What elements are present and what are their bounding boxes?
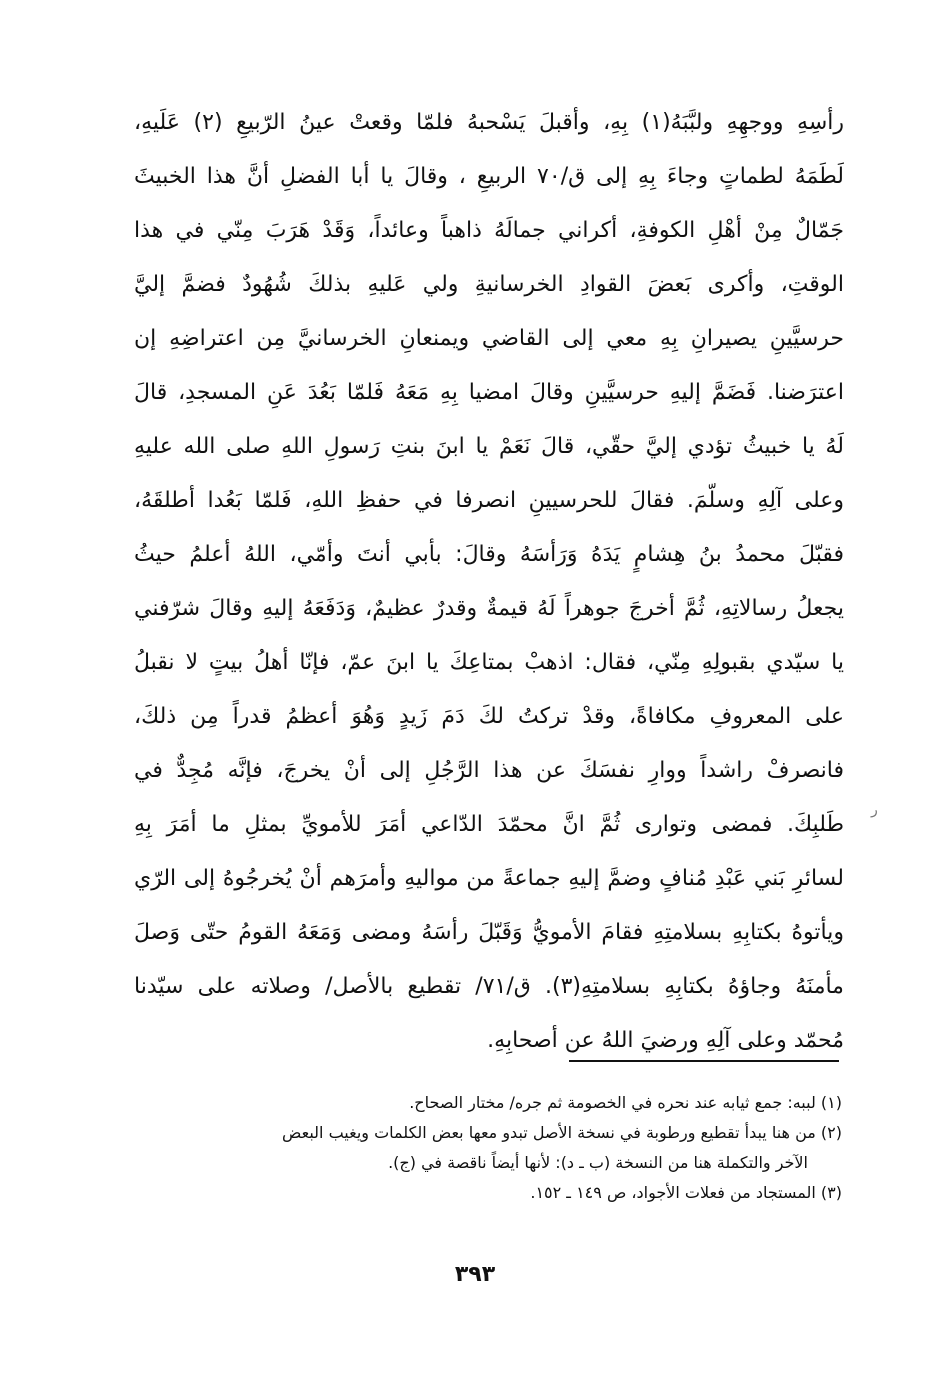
text-line-last: مُحمّد وعلى آلِهِ ورضيَ اللهُ عن أصحابِهِ. — [487, 1028, 844, 1053]
text-line: طَلبِكَ. فمضى وتوارى ثُمَّ انَّ محمّدَ الدّاعي أمَرَ للأمويِّ بمثلِ ما أمَرَ بِهِ — [134, 812, 844, 837]
text-line: حرسيَّينِ يصيرانِ بِهِ معي إلى القاضي ويمنعانِ الخرسانيَّ مِن اعتراضِهِ إن — [134, 326, 844, 351]
footnote-1: (١) لببه: جمع ثيابه عند نحره في الخصومة ثم جره/ مختار الصحاح. — [409, 1093, 842, 1112]
text-line: على المعروفِ مكافاةً، وقدْ تركتُ لكَ دَمَ زَيدٍ وَهُوَ أعظمُ قدراً مِن ذلكَ، — [134, 704, 844, 729]
main-text-block — [134, 96, 844, 1068]
text-line: الوقتِ، وأكرى بَعضَ القوادِ الخرسانيةِ ولي عَليهِ بذلكَ شُهُودٌ فضمَّ إليَّ — [134, 272, 844, 297]
margin-mark: ر — [871, 802, 878, 818]
text-line: لَطَمَهُ لطماتٍ وجاءَ بِهِ إلى ق/٧٠ الربيعِ ، وقالَ يا أبا الفضلِ أنَّ هذا الخبيثَ — [134, 164, 844, 189]
footnotes-block — [134, 1088, 842, 1208]
text-line: فانصرفْ راشداً ووارِ نفسَكَ عن هذا الرَّجُلِ إلى أنْ يخرجَ، فإنَّه مُجِدٌّ في — [134, 758, 844, 783]
footnote-separator-rule — [569, 1060, 839, 1062]
text-line: وعلى آلِهِ وسلّمَ. فقالَ للحرسيينِ انصرفا في حفظِ اللهِ، فَلمّا بَعُدا أطلقَهُ، — [134, 488, 844, 513]
text-line: لسائرِ بَني عَبْدِ مُنافٍ وضمَّ إليهِ جماعةً من مواليهِ وأمرَهم أنْ يُخرجُوهُ إلى الرّي — [134, 866, 844, 891]
text-line: ويأتوهُ بكتابِهِ بسلامتِهِ فقامَ الأمويُّ وَقَبّلَ رأسَهُ ومضى وَمَعَهُ القومُ حتّى وَصلَ — [134, 920, 844, 945]
text-line: جَمّالٌ مِنْ أهْلِ الكوفةِ، أكراني جمالَهُ ذاهباً وعائداً، وَقَدْ هَرَبَ مِنّي في هذا — [134, 218, 844, 243]
footnote-2-continuation: الآخر والتكملة هنا من النسخة (ب ـ د): لأنها أيضاً ناقصة في (ج). — [388, 1153, 808, 1172]
text-line: لَهُ يا خبيثُ تؤدي إليَّ حقّي، قالَ نَعَمْ يا ابنَ بنتِ رَسولِ اللهِ صلى الله عليهِ — [134, 434, 844, 459]
page-number: ٣٩٣ — [454, 1262, 496, 1287]
text-line: رأسِهِ ووجهِهِ ولبَّبَهُ(١) بِهِ، وأقبلَ يَسْحبهُ فلمّا وقعتْ عينُ الرّبيعِ (٢) عَلَيهِ، — [134, 110, 844, 135]
text-line: يا سيّدي بقبولِهِ مِنّي، فقال: اذهبْ بمتاعِكَ يا ابنَ عمّ، فإنّا أهلُ بيتٍ لا نقبلُ — [134, 650, 844, 675]
text-line: فقبّلَ محمدُ بنُ هِشامٍ يَدَهُ وَرَأسَهُ وقالَ: بأبي أنتَ وأمّي، اللهُ أعلمُ حيثُ — [134, 542, 844, 567]
text-line: مأمنَهُ وجاؤهُ بكتابِهِ بسلامتِهِ(٣). ق/٧١/ تقطيع بالأصل/ وصلاته على سيّدنا — [134, 974, 844, 999]
text-line: اعترَضنا. فَضَمَّ إليهِ حرسيَّينِ وقالَ امضيا بِهِ مَعَهُ فَلمّا بَعُدَ عَنِ المسجدِ، قالَ — [134, 380, 844, 405]
footnote-2: (٢) من هنا يبدأ تقطيع ورطوبة في نسخة الأصل تبدو معها بعض الكلمات ويغيب البعض — [282, 1123, 842, 1142]
text-line: يجعلُ رسالاتِهِ، ثُمَّ أخرجَ جوهراً لَهُ قيمةٌ وقدرٌ عظيمٌ، وَدَفَعَهُ إليهِ وقالَ شرّفني — [134, 596, 844, 621]
footnote-3: (٣) المستجاد من فعلات الأجواد، ص ١٤٩ ـ ١٥٢. — [530, 1183, 842, 1202]
